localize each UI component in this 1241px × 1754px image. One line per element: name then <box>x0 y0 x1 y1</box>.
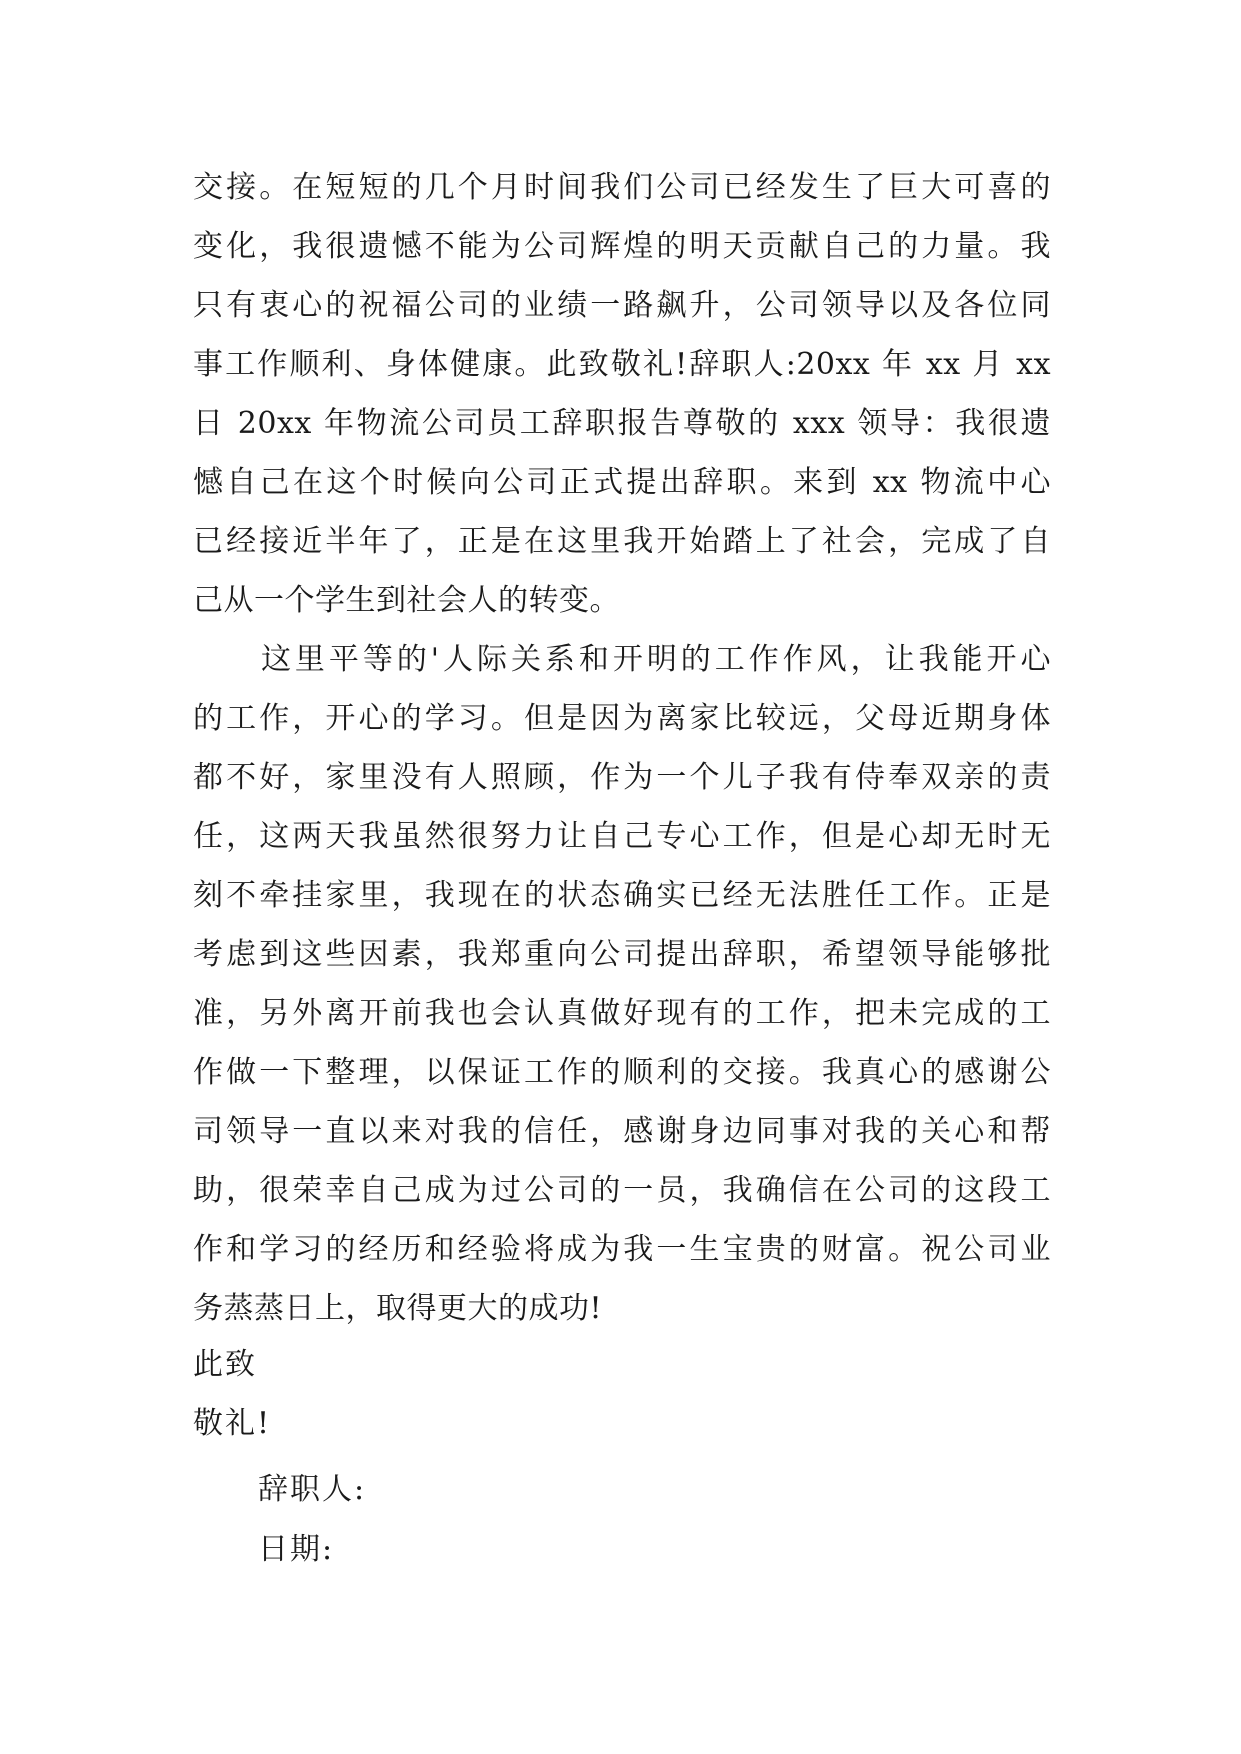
paragraph1-line: 憾自己在这个时候向公司正式提出辞职。来到 xx 物流中心 <box>193 465 1051 500</box>
paragraph1-line: 事工作顺利、身体健康。此致敬礼!辞职人:20xx 年 xx 月 xx <box>193 347 1051 382</box>
paragraph2-line: 助，很荣幸自己成为过公司的一员，我确信在公司的这段工 <box>193 1173 1051 1208</box>
paragraph2-line: 任，这两天我虽然很努力让自己专心工作，但是心却无时无 <box>193 819 1051 854</box>
paragraph1-line: 交接。在短短的几个月时间我们公司已经发生了巨大可喜的 <box>193 170 1051 205</box>
salutation-line-2: 敬礼! <box>193 1406 272 1441</box>
paragraph2-line: 务蒸蒸日上，取得更大的成功! <box>193 1291 603 1326</box>
salutation-line-1: 此致 <box>193 1347 257 1382</box>
paragraph1-line: 变化，我很遗憾不能为公司辉煌的明天贡献自己的力量。我 <box>193 229 1051 264</box>
paragraph2-line: 作做一下整理，以保证工作的顺利的交接。我真心的感谢公 <box>193 1055 1051 1090</box>
paragraph1-line: 只有衷心的祝福公司的业绩一路飙升，公司领导以及各位同 <box>193 288 1051 323</box>
paragraph1-line: 日 20xx 年物流公司员工辞职报告尊敬的 xxx 领导：我很遗 <box>193 406 1051 441</box>
paragraph2-line: 都不好，家里没有人照顾，作为一个儿子我有侍奉双亲的责 <box>193 760 1051 795</box>
paragraph1-line: 已经接近半年了，正是在这里我开始踏上了社会，完成了自 <box>193 524 1051 559</box>
paragraph2-line: 考虑到这些因素，我郑重向公司提出辞职，希望领导能够批 <box>193 937 1051 972</box>
date-label: 日期: <box>258 1532 335 1567</box>
paragraph2-line: 作和学习的经历和经验将成为我一生宝贵的财富。祝公司业 <box>193 1232 1051 1267</box>
paragraph2-line: 司领导一直以来对我的信任，感谢身边同事对我的关心和帮 <box>193 1114 1051 1149</box>
paragraph2-line: 的工作，开心的学习。但是因为离家比较远，父母近期身体 <box>193 701 1051 736</box>
paragraph2-line: 这里平等的'人际关系和开明的工作作风，让我能开心 <box>193 642 1051 677</box>
letter-body <box>193 158 1051 1338</box>
resigner-label: 辞职人: <box>258 1472 367 1507</box>
paragraph1-line: 己从一个学生到社会人的转变。 <box>193 583 620 618</box>
paragraph2-line: 准，另外离开前我也会认真做好现有的工作，把未完成的工 <box>193 996 1051 1031</box>
paragraph2-line: 刻不牵挂家里，我现在的状态确实已经无法胜任工作。正是 <box>193 878 1051 913</box>
